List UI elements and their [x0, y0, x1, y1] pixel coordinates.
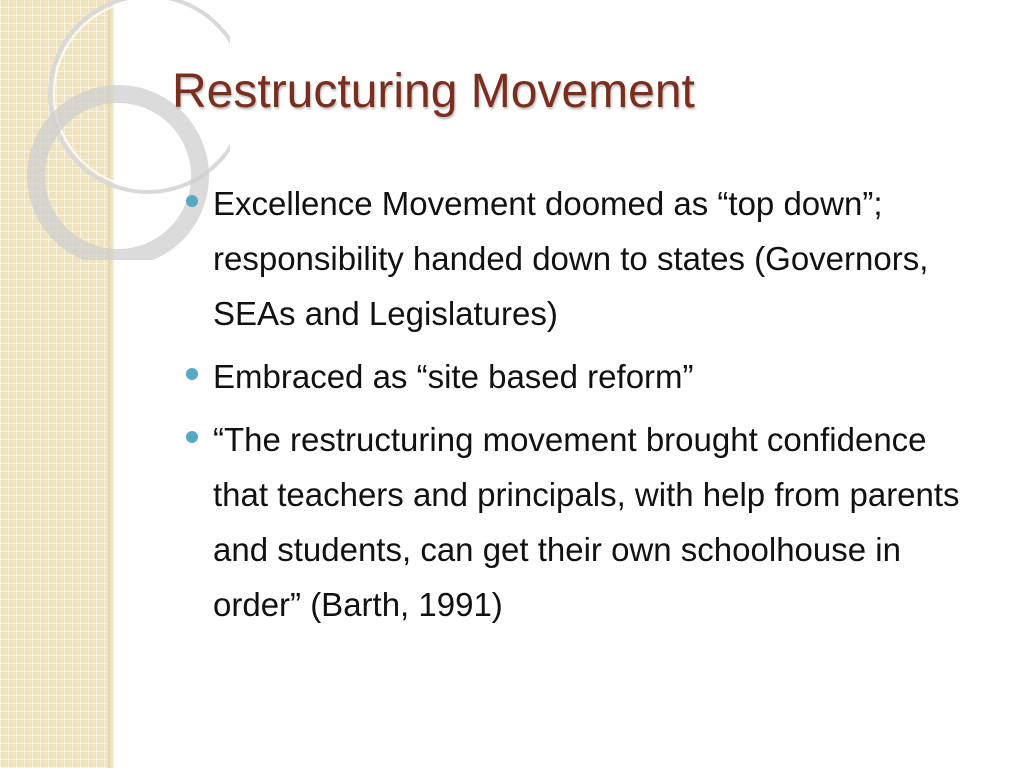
bullet-item	[186, 176, 986, 341]
bullet-text: “The restructuring movement brought confidence that teachers and principals, with help from parents and students, can get their own schoolhouse in order” (Barth, 1991)	[213, 421, 960, 623]
bullet-marker-icon	[186, 368, 198, 380]
bullet-marker-icon	[186, 431, 198, 443]
bullet-text: Embraced as “site based reform”	[213, 358, 694, 395]
bullet-item	[186, 412, 986, 632]
bullet-text: Excellence Movement doomed as “top down”; responsibility handed down to states (Governors, SEAs and Legislatures)	[213, 185, 929, 332]
slide-title: Restructuring Movement	[172, 65, 695, 118]
bullet-item	[186, 349, 986, 404]
bullet-list	[186, 176, 986, 640]
bullet-marker-icon	[186, 195, 198, 207]
